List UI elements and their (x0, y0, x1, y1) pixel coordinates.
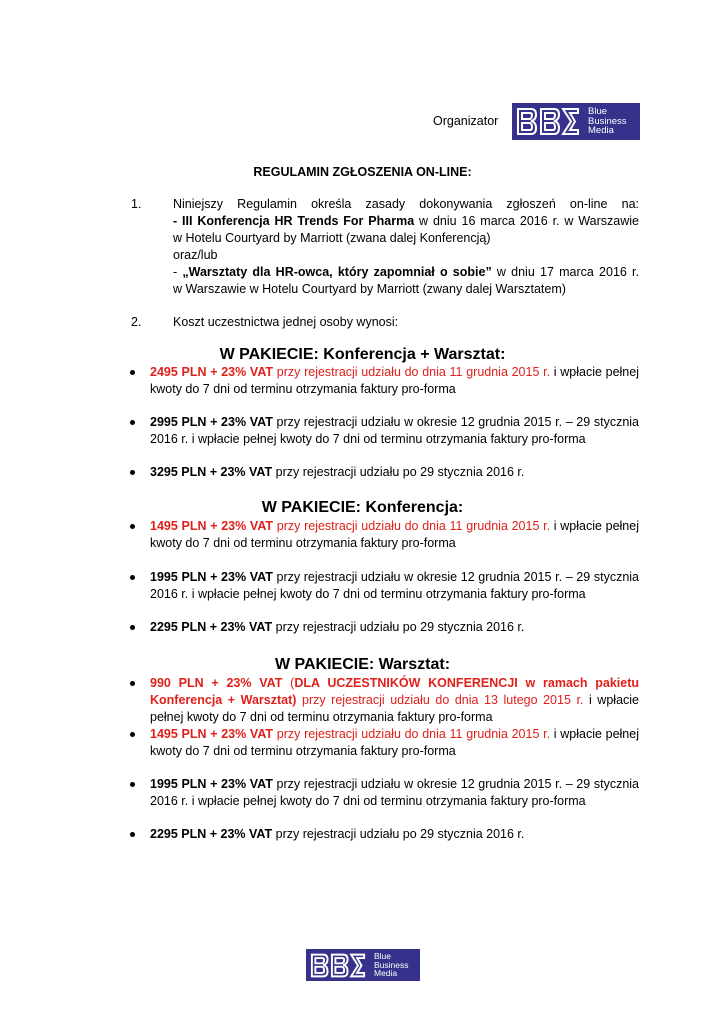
point-1-workshop: - „Warsztaty dla HR-owca, który zapomniał o sobie” w dniu 17 marca 2016 r. (173, 265, 640, 279)
point-1-line-3: w Hotelu Courtyard by Marriott (zwana dalej Konferencją) (173, 231, 491, 245)
page-title: REGULAMIN ZGŁOSZENIA ON-LINE: (253, 165, 472, 179)
footer-logo-mark-icon (306, 949, 370, 981)
point-1-line-4: oraz/lub (173, 248, 218, 262)
bullet-icon (130, 524, 135, 529)
bullet-icon (130, 782, 135, 787)
blue-business-media-logo (512, 103, 640, 140)
bullet-icon (130, 625, 135, 630)
package-3-price-3: 2295 PLN + 23% VAT przy rejestracji udziału po 29 stycznia 2016 r. (130, 826, 639, 843)
package-3-heading: W PAKIECIE: Warsztat: (274, 656, 451, 673)
package-2-heading: W PAKIECIE: Konferencja: (261, 499, 464, 516)
package-3-price-0: 990 PLN + 23% VAT (DLA UCZESTNIKÓW KONFERENCJI w ramach pakietu Konferencja + Warsztat) przy rejestracji udziału do dnia 13 lutego 2015 r. i wpłacie pełnej kwoty do 7 dni od terminu otrzymania faktury pro-forma (130, 675, 639, 726)
point-1-line-1: Niniejszy Regulamin określa zasady dokonywania zgłoszeń on-line na: (173, 197, 639, 211)
bullet-icon (130, 575, 135, 580)
package-1-price-1: 2495 PLN + 23% VAT przy rejestracji udziału do dnia 11 grudnia 2015 r. i wpłacie pełnej kwoty do 7 dni od terminu otrzymania faktury pro-forma (130, 364, 639, 398)
bullet-icon (130, 420, 135, 425)
package-2-price-2: 1995 PLN + 23% VAT przy rejestracji udziału w okresie 12 grudnia 2015 r. – 29 stycznia 2016 r. i wpłacie pełnej kwoty do 7 dni od terminu otrzymania faktury pro-forma (130, 569, 639, 603)
bullet-icon (130, 370, 135, 375)
bullet-icon (130, 832, 135, 837)
point-1-number: 1. (131, 197, 142, 211)
package-1-price-3: 3295 PLN + 23% VAT przy rejestracji udziału po 29 stycznia 2016 r. (130, 464, 639, 481)
package-3-price-1: 1495 PLN + 23% VAT przy rejestracji udziału do dnia 11 grudnia 2015 r. i wpłacie pełnej kwoty do 7 dni od terminu otrzymania faktury pro-forma (130, 726, 639, 760)
package-1-price-2: 2995 PLN + 23% VAT przy rejestracji udziału w okresie 12 grudnia 2015 r. – 29 stycznia 2016 r. i wpłacie pełnej kwoty do 7 dni od terminu otrzymania faktury pro-forma (130, 414, 639, 448)
point-1-conference: - III Konferencja HR Trends For Pharma w dniu 16 marca 2016 r. w Warszawie (173, 214, 639, 228)
bullet-icon (130, 470, 135, 475)
package-2-price-3: 2295 PLN + 23% VAT przy rejestracji udziału po 29 stycznia 2016 r. (130, 619, 639, 636)
organizer-label: Organizator (433, 114, 499, 128)
point-2-text: Koszt uczestnictwa jednej osoby wynosi: (173, 315, 399, 329)
package-3-price-2: 1995 PLN + 23% VAT przy rejestracji udziału w okresie 12 grudnia 2015 r. – 29 stycznia 2016 r. i wpłacie pełnej kwoty do 7 dni od terminu otrzymania faktury pro-forma (130, 776, 639, 810)
point-1-line-6: w Warszawie w Hotelu Courtyard by Marriott (zwany dalej Warsztatem) (173, 282, 566, 296)
logo-text: Blue Business Media (584, 103, 640, 140)
footer-logo (306, 949, 420, 981)
package-1-heading: W PAKIECIE: Konferencja + Warsztat: (219, 346, 506, 363)
point-2-number: 2. (131, 315, 142, 329)
package-2-price-1: 1495 PLN + 23% VAT przy rejestracji udziału do dnia 11 grudnia 2015 r. i wpłacie pełnej kwoty do 7 dni od terminu otrzymania faktury pro-forma (130, 518, 639, 552)
point-1-text (173, 196, 639, 298)
bullet-icon (130, 732, 135, 737)
footer-logo-text: Blue Business Media (370, 949, 420, 981)
logo-mark-icon (512, 103, 584, 140)
bullet-icon (130, 681, 135, 686)
